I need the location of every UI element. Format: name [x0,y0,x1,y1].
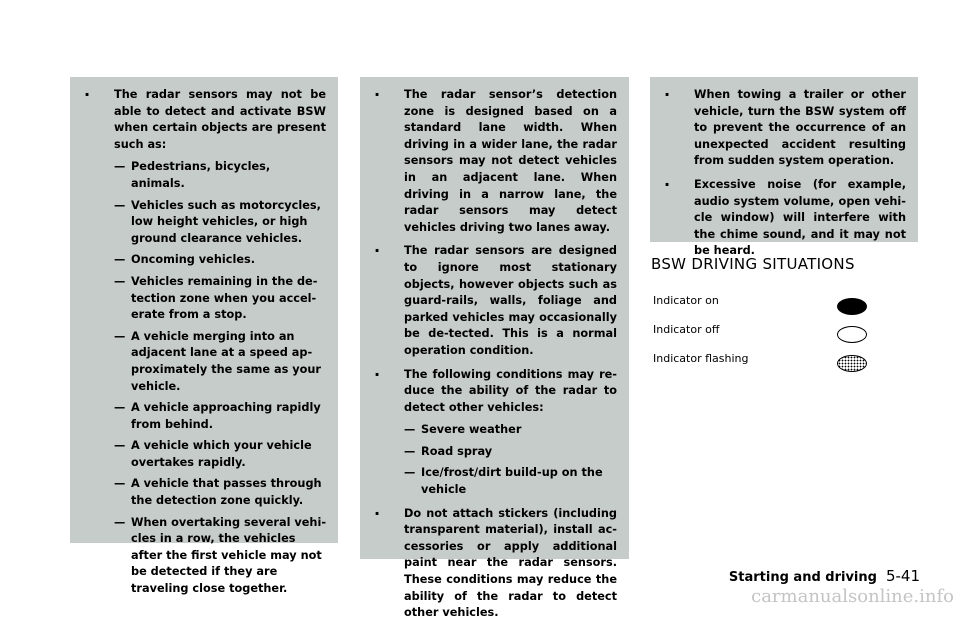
sub-item: — Ice/frost/dirt build-up on the vehicle [404,465,617,498]
indicator-on-label: Indicator on [653,294,719,307]
footer-section-title: Starting and driving [728,570,877,585]
bullet-item [374,506,617,622]
bullet-item [664,177,906,260]
sub-item: — When overtaking several vehi-cles in a row, the vehicles after the first vehicle may not be detected if they are traveling close together. [114,515,326,598]
indicator-flashing-label: Indicator flashing [653,352,749,365]
bullet-item [374,87,617,236]
bullet-text: . The radar sensors may not be able to detect and activate BSW when certain objects are present such as: [114,88,326,151]
indicator-flashing-icon [837,355,867,372]
page-footer [729,567,920,585]
bullet-text: . The following conditions may re-duce the ability of the radar to detect other vehicles: [404,367,617,414]
bullet-text: . The radar sensors are designed to ignore most stationary objects, however objects such as guard-rails, walls, foliage and parked vehicles may occasionally be de-tected. This is a normal operation condition. [404,244,617,357]
caution-panel-middle [360,77,629,620]
bullet-item [84,87,326,598]
sub-item: — Severe weather [404,422,617,439]
bullet-text: . Excessive noise (for example, audio system volume, open vehi-cle window) will interfere with the chime sound, and it may not be heard. [694,177,906,258]
page-number: 5-41 [885,567,920,585]
bullet-item [664,87,906,170]
sub-item: — A vehicle which your vehicle overtakes rapidly. [114,438,326,471]
indicator-on-icon [837,298,867,315]
sub-item: — A vehicle merging into an adjacent lane at a speed ap-proximately the same as your vehicle. [114,329,326,395]
sub-item: — Pedestrians, bicycles, animals. [114,159,326,192]
sub-item: — A vehicle that passes through the detection zone quickly. [114,476,326,509]
sub-item: — Road spray [404,444,617,461]
indicator-off-label: Indicator off [653,323,720,336]
sub-item: — Oncoming vehicles. [114,252,326,269]
sub-item: — A vehicle approaching rapidly from behind. [114,400,326,433]
indicator-off-icon [837,326,867,343]
sub-item: — Vehicles remaining in the de-tection zone when you accel-erate from a stop. [114,274,326,324]
section-heading: BSW DRIVING SITUATIONS [651,255,855,273]
caution-panel-left [70,77,338,596]
watermark: carmanualsonline.info [751,586,954,607]
sub-item: — Vehicles such as motorcycles, low height vehicles, or high ground clearance vehicles. [114,198,326,248]
bullet-item [374,243,617,359]
bullet-text: . Do not attach stickers (including transparent material), install ac-cessories or apply additional paint near the radar sensors. These conditions may reduce the ability of the radar to detect other vehicles. [404,506,617,620]
bullet-text: . The radar sensor’s detection zone is designed based on a standard lane width. When driving in a wider lane, the radar sensors may not detect vehicles in an adjacent lane. When driving in a narrow lane, the radar sensors may detect vehicles driving two lanes away. [404,88,617,234]
caution-panel-right [650,77,918,258]
bullet-text: . When towing a trailer or other vehicle, turn the BSW system off to prevent the occurrence of an unexpected accident resulting from sudden system operation. [694,88,906,168]
bullet-item [374,367,617,499]
